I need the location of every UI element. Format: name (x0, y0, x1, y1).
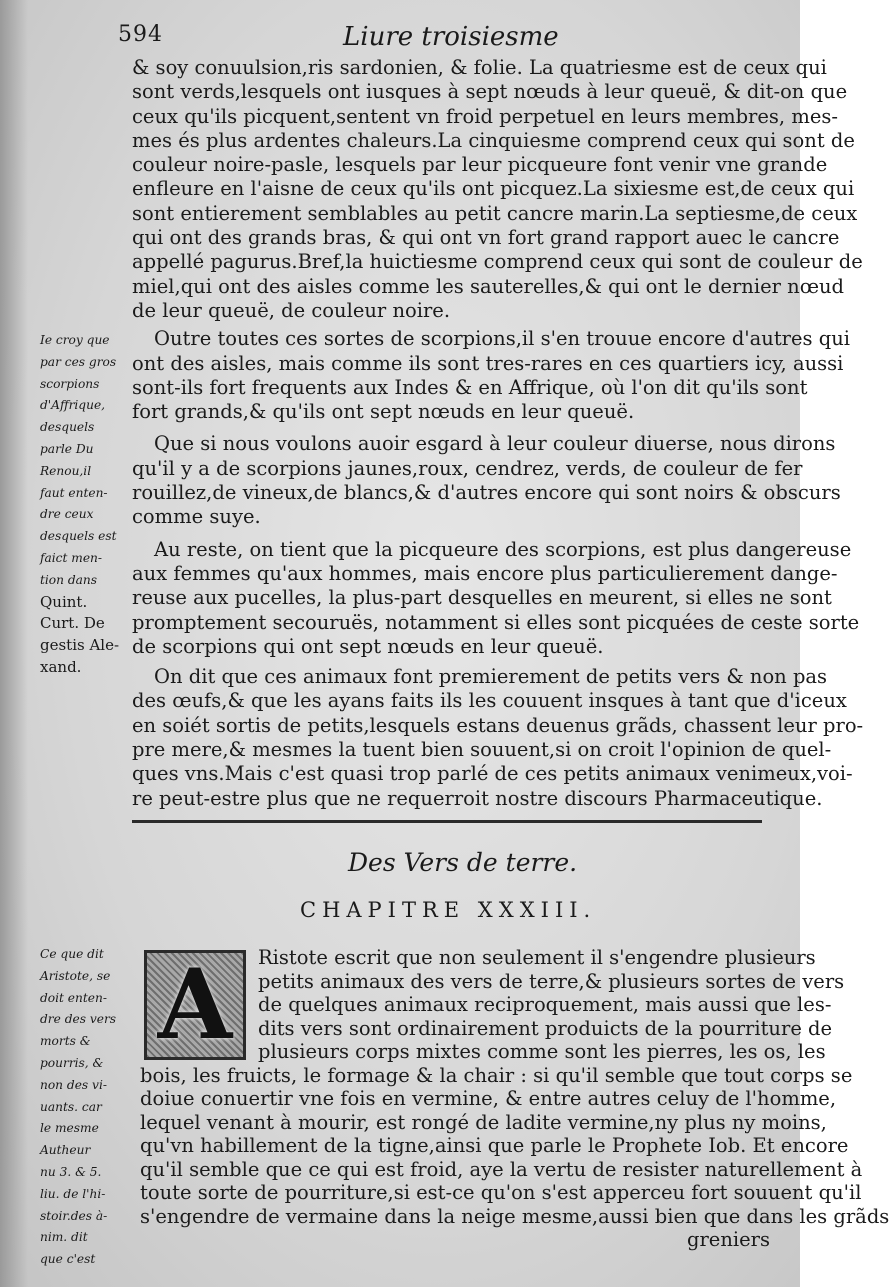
chapter-heading: CHAPITRE XXXIII. (300, 898, 597, 922)
text-line: toute sorte de pourriture,si est-ce qu'on s'est apperceu fort souuent qu'il (140, 1181, 862, 1204)
text-line: sont verds,lesquels ont iusques à sept nœuds à leur queuë, & dit-on que (132, 80, 848, 104)
margin-line: Ie croy que (40, 333, 110, 347)
margin-line: scorpions (40, 376, 100, 391)
text-line: qu'vn habillement de la tigne,ainsi que parle le Prophete Iob. Et encore (140, 1134, 849, 1157)
chapter-text (140, 946, 889, 1252)
text-line: On dit que ces animaux font premierement de petits vers & non pas (154, 665, 828, 689)
margin-line: desquels est (40, 529, 117, 544)
paragraph-winged-scorpions (132, 327, 851, 424)
text-line: comme suye. (132, 505, 261, 529)
text-line: dits vers sont ordinairement produicts de la pourriture de (258, 1016, 833, 1040)
text-line: re peut-estre plus que ne requerroit nostre discours Pharmaceutique. (132, 786, 823, 810)
text-line: sont-ils fort frequents aux Indes & en Affrique, où l'on dit qu'ils sont (132, 375, 808, 399)
text-line: qu'il y a de scorpions jaunes,roux, cendrez, verds, de couleur de fer (132, 456, 803, 480)
main-text (132, 56, 864, 811)
margin-line: xand. (40, 657, 82, 676)
catchword: greniers (686, 1228, 770, 1251)
margin-note-aristotle (40, 944, 128, 1271)
text-line: miel,qui ont des aisles comme les sauterelles,& qui ont le dernier nœud (132, 274, 845, 298)
margin-line: liu. de l'hi- (40, 1186, 106, 1201)
margin-line: faict men- (40, 550, 103, 565)
text-line: & soy conuulsion,ris sardonien, & folie. La quatriesme est de ceux qui (132, 56, 827, 79)
paragraph-reproduction (132, 665, 864, 811)
margin-line: le mesme (40, 1121, 99, 1136)
text-line: Ristote escrit que non seulement il s'engendre plusieurs (258, 946, 816, 969)
margin-line: gestis Ale- (40, 636, 120, 655)
section-title: Des Vers de terre. (348, 848, 578, 877)
text-line: ques vns.Mais c'est quasi trop parlé de ces petits animaux venimeux,voi- (132, 762, 853, 786)
text-line: mes és plus ardentes chaleurs.La cinquiesme comprend ceux qui sont de (132, 128, 855, 152)
margin-line: Autheur (40, 1143, 91, 1158)
text-line: Au reste, on tient que la picqueure des scorpions, est plus dangereuse (154, 537, 852, 561)
margin-line: stoir.des à- (40, 1208, 108, 1223)
margin-line: d'Affrique, (40, 398, 106, 413)
margin-line: parle Du (40, 441, 94, 456)
text-line: reuse aux pucelles, la plus-part desquelles en meurent, si elles ne sont (132, 586, 832, 610)
margin-line: non des vi- (40, 1077, 107, 1092)
text-line: ceux qu'ils picquent,sentent vn froid perpetuel en leurs membres, mes- (132, 104, 838, 128)
text-line: en soiét sortis de petits,lesquels estans deuenus grãds, chassent leur pro- (132, 713, 864, 737)
text-line: promptement secouruës, notamment si elles sont picquées de ceste sorte (132, 610, 860, 634)
text-line: lequel venant à mourir, est rongé de ladite vermine,ny plus ny moins, (140, 1110, 827, 1134)
text-line: enfleure en l'aisne de ceux qu'ils ont picquez.La sixiesme est,de ceux qui (132, 177, 855, 201)
margin-note-scorpions (40, 330, 128, 679)
margin-line: dre ceux (40, 507, 94, 522)
text-line: pre mere,& mesmes la tuent bien souuent,si on croit l'opinion de quel- (132, 738, 832, 762)
text-line: Que si nous voulons auoir esgard à leur couleur diuerse, nous dirons (154, 432, 836, 456)
page-header (118, 22, 758, 56)
margin-line: par ces gros (40, 354, 117, 369)
margin-line: Aristote, se (40, 968, 111, 983)
binding-shadow (0, 0, 28, 1287)
margin-line: desquels (40, 420, 95, 435)
text-line: de scorpions qui ont sept nœuds en leur queuë. (132, 634, 604, 658)
section-divider (132, 820, 762, 823)
drop-cap-letter: A (157, 948, 233, 1061)
margin-line: nim. dit (40, 1230, 88, 1245)
paragraph-colors (132, 432, 841, 529)
margin-line: morts & (40, 1034, 91, 1049)
text-line: de quelques animaux reciproquement, mais aussi que les- (258, 993, 832, 1016)
margin-line: pourris, & (40, 1055, 104, 1070)
paragraph-scorpion-kinds (132, 56, 863, 323)
margin-line: Quint. (40, 592, 88, 611)
margin-line: que c'est (40, 1252, 96, 1267)
page-number: 594 (118, 22, 163, 47)
margin-line: Renou,il (40, 463, 92, 478)
margin-line: faut enten- (40, 485, 108, 500)
text-line: bois, les fruicts, le formage & la chair : si qu'il semble que tout corps se (140, 1063, 853, 1087)
margin-line: tion dans (40, 572, 98, 587)
text-line: doiue conuertir vne fois en vermine, & entre autres celuy de l'homme, (140, 1087, 837, 1110)
text-line: s'engendre de vermaine dans la neige mesme,aussi bien que dans les grãds (140, 1204, 889, 1228)
text-line: des œufs,& que les ayans faits ils les couuent insques à tant que d'iceux (132, 689, 847, 713)
text-line: Outre toutes ces sortes de scorpions,il s'en trouue encore d'autres qui (154, 327, 851, 351)
text-line: aux femmes qu'aux hommes, mais encore plus particulierement dange- (132, 561, 838, 585)
text-line: qui ont des grands bras, & qui ont vn fort grand rapport auec le cancre (132, 226, 840, 250)
text-line: de leur queuë, de couleur noire. (132, 298, 451, 322)
text-line: ont des aisles, mais comme ils sont tres-rares en ces quartiers icy, aussi (132, 351, 844, 375)
text-line: rouillez,de vineux,de blancs,& d'autres encore qui sont noirs & obscurs (132, 481, 841, 505)
paragraph-danger (132, 537, 860, 659)
margin-line: Ce que dit (40, 947, 104, 961)
margin-line: doit enten- (40, 990, 107, 1005)
text-line: qu'il semble que ce qui est froid, aye la vertu de resister naturellement à (140, 1157, 863, 1181)
text-line: couleur noire-pasle, lesquels par leur picqueure font venir vne grande (132, 153, 828, 177)
margin-line: Curt. De (40, 614, 105, 633)
running-title: Liure troisiesme (343, 22, 559, 52)
text-line: plusieurs corps mixtes comme sont les pierres, les os, les (258, 1040, 826, 1063)
margin-line: dre des vers (40, 1012, 117, 1027)
text-line: fort grands,& qu'ils ont sept nœuds en leur queuë. (132, 400, 635, 424)
text-line: sont entierement semblables au petit cancre marin.La septiesme,de ceux (132, 201, 858, 225)
margin-line: nu 3. & 5. (40, 1164, 102, 1179)
margin-line: uants. car (40, 1099, 102, 1114)
text-line: appellé pagurus.Bref,la huictiesme comprend ceux qui sont de couleur de (132, 250, 863, 274)
text-line: petits animaux des vers de terre,& plusieurs sortes de vers (258, 969, 845, 993)
